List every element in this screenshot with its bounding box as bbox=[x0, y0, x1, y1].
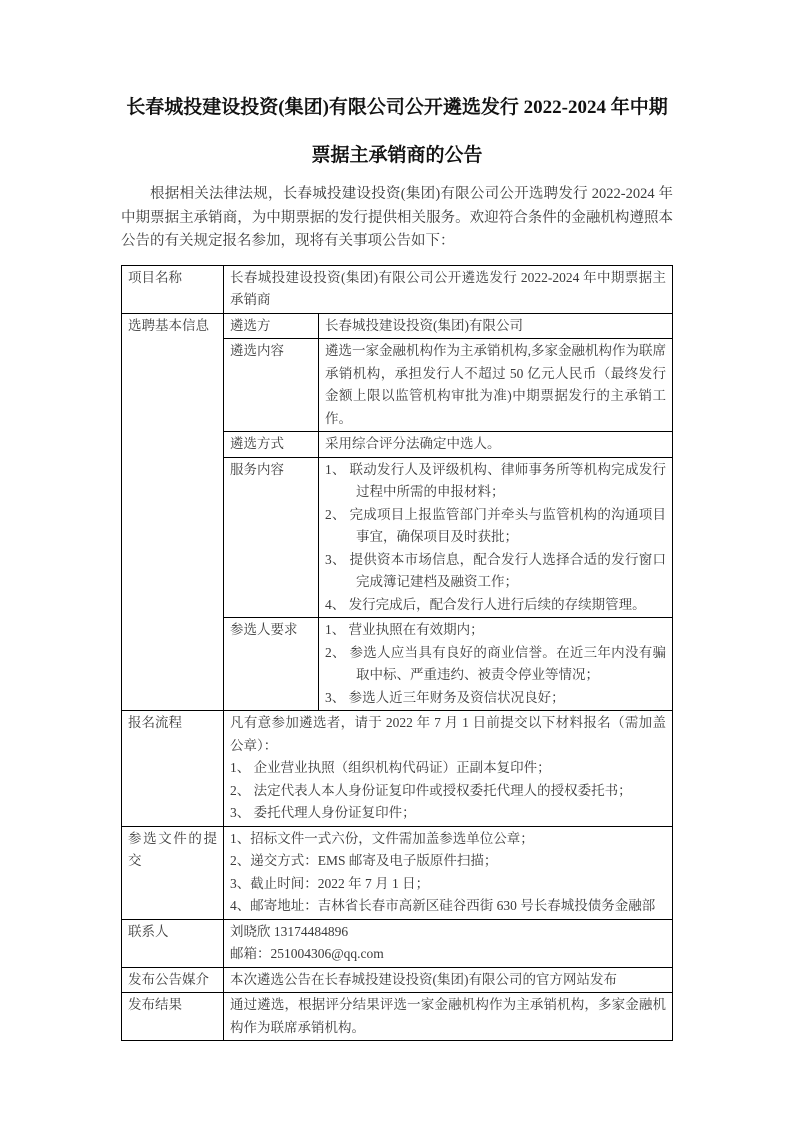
requirement-item: 1、 营业执照在有效期内； bbox=[325, 622, 484, 637]
signup-process-label: 报名流程 bbox=[122, 711, 224, 827]
row-signup-process bbox=[122, 711, 673, 827]
intro-paragraph: 根据相关法律法规，长春城投建设投资(集团)有限公司公开选聘发行 2022-2024 年中期票据主承销商，为中期票据的发行提供相关服务。欢迎符合条件的金融机构遵照本公告的有关规定报名参加，现将有关事项公告如下： bbox=[121, 186, 673, 249]
service-item: 3、 提供资本市场信息，配合发行人选择合适的发行窗口完成簿记建档及融资工作； bbox=[325, 551, 666, 589]
announcement-table bbox=[121, 265, 673, 1042]
row-announcement-media bbox=[122, 967, 673, 993]
service-item: 2、 完成项目上报监管部门并牵头与监管机构的沟通项目事宜，确保项目及时获批； bbox=[325, 506, 666, 544]
selection-content-value: 遴选一家金融机构作为主承销机构,多家金融机构作为联席承销机构，承担发行人不超过 50 亿元人民币（最终发行金额上限以监管机构审批为准)中期票据发行的主承销工作。 bbox=[319, 339, 673, 432]
contact-name-phone: 刘晓欣 13174484896 bbox=[230, 923, 349, 939]
signup-item: 2、 法定代表人本人身份证复印件或授权委托代理人的授权委托书； bbox=[230, 782, 632, 798]
page-title-line1: 长春城投建设投资(集团)有限公司公开遴选发行 2022-2024 年中期 bbox=[126, 97, 668, 118]
selector-value: 长春城投建设投资(集团)有限公司 bbox=[319, 313, 673, 339]
signup-item: 1、 企业营业执照（组织机构代码证）正副本复印件； bbox=[230, 760, 551, 775]
signup-intro: 凡有意参加遴选者，请于 2022 年 7 月 1 日前提交以下材料报名（需加盖公章）： bbox=[230, 715, 666, 753]
selector-label: 遴选方 bbox=[224, 313, 319, 339]
submission-item: 1、招标文件一式六份，文件需加盖参选单位公章； bbox=[230, 830, 534, 846]
signup-process-value bbox=[224, 711, 673, 827]
page-title-line2: 票据主承销商的公告 bbox=[311, 145, 483, 166]
service-item: 1、 联动发行人及评级机构、律师事务所等机构完成发行过程中所需的申报材料； bbox=[325, 461, 666, 499]
basic-info-label: 选聘基本信息 bbox=[122, 313, 224, 711]
project-name-value: 长春城投建设投资(集团)有限公司公开遴选发行 2022-2024 年中期票据主承销商 bbox=[224, 265, 673, 313]
selection-method-value: 采用综合评分法确定中选人。 bbox=[319, 432, 673, 458]
row-document-submission bbox=[122, 826, 673, 919]
row-contact bbox=[122, 919, 673, 967]
participant-requirements-value bbox=[319, 618, 673, 711]
selection-method-label: 遴选方式 bbox=[224, 432, 319, 458]
service-content-label: 服务内容 bbox=[224, 457, 319, 618]
submission-item: 3、截止时间：2022 年 7 月 1 日； bbox=[230, 875, 430, 891]
page-title bbox=[107, 84, 687, 180]
contact-email: 邮箱：251004306@qq.com bbox=[230, 946, 384, 961]
announcement-media-value: 本次遴选公告在长春城投建设投资(集团)有限公司的官方网站发布 bbox=[224, 967, 673, 993]
row-publish-result bbox=[122, 993, 673, 1041]
project-name-label: 项目名称 bbox=[122, 265, 224, 313]
document-submission-label: 参选文件的提交 bbox=[122, 826, 224, 919]
announcement-media-label: 发布公告媒介 bbox=[122, 967, 224, 993]
signup-item: 3、 委托代理人身份证复印件； bbox=[230, 805, 416, 820]
publish-result-label: 发布结果 bbox=[122, 993, 224, 1041]
requirement-item: 2、 参选人应当具有良好的商业信誉。在近三年内没有骗取中标、严重违约、被责令停业等情况； bbox=[325, 644, 666, 682]
row-project-name bbox=[122, 265, 673, 313]
submission-item: 4、邮寄地址：吉林省长春市高新区硅谷西街 630 号长春城投债务金融部 bbox=[230, 898, 656, 913]
participant-requirements-label: 参选人要求 bbox=[224, 618, 319, 711]
service-content-value bbox=[319, 457, 673, 618]
document-submission-value bbox=[224, 826, 673, 919]
requirement-item: 3、 参选人近三年财务及资信状况良好； bbox=[325, 689, 565, 705]
publish-result-value: 通过遴选，根据评分结果评选一家金融机构作为主承销机构，多家金融机构作为联席承销机构。 bbox=[224, 993, 673, 1041]
selection-content-label: 遴选内容 bbox=[224, 339, 319, 432]
contact-label: 联系人 bbox=[122, 919, 224, 967]
service-item: 4、 发行完成后，配合发行人进行后续的存续期管理。 bbox=[325, 596, 646, 612]
submission-item: 2、递交方式：EMS 邮寄及电子版原件扫描； bbox=[230, 853, 498, 868]
contact-value bbox=[224, 919, 673, 967]
row-selector bbox=[122, 313, 673, 339]
